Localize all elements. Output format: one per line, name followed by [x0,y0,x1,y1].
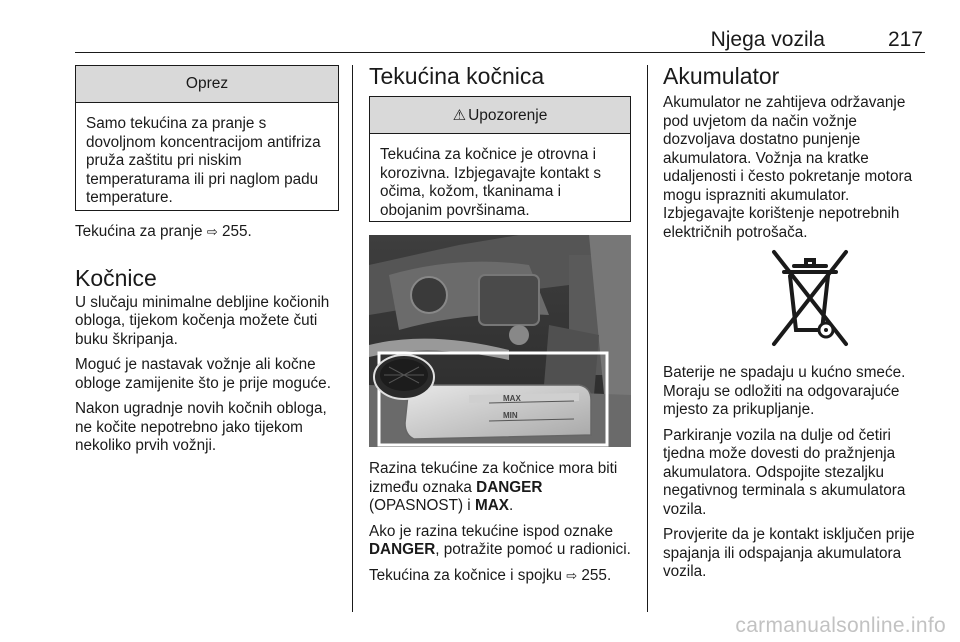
engine-bay-illustration [369,235,631,447]
crossed-out-bin-icon [770,248,850,348]
reference-page[interactable]: 255. [221,223,252,240]
reference-text: Tekućina za pranje [75,223,203,240]
caution-text: Samo tekućina za pranje s dovoljnom koncentracijom antifriza pruža zaštitu pri niskim temperaturama ili pri naglom padu temperature. [86,115,321,206]
brakes-paragraph: Moguć je nastavak vožnje ali kočne obloge zamijenite što je prije moguće. [75,356,331,392]
min-label: MIN [503,411,518,420]
column-3-lower [663,364,931,589]
text-segment: (OPASNOST) i [369,497,475,514]
battery-paragraph: Baterije ne spadaju u kućno smeće. Moraju se odložiti na odgovarajuće mjesto za prikupljanje. [663,364,906,418]
battery-intro: Akumulator ne zahtijeva održavanje pod uvjetom da način vožnje dozvoljava dostatno punjenje akumulatora. Vožnja na kratke udaljenosti i često pokretanje motora mogu isprazniti akumulator. Izbjegavajte korištenje nepotrebnih električnih potrošača. [663,94,913,241]
text-segment: . [508,497,514,514]
caution-title: Oprez [76,66,338,103]
page-header [75,24,925,53]
below-danger-paragraph [369,523,637,560]
washer-fluid-reference [75,223,343,243]
warning-title: Upozorenje [468,107,548,124]
warning-header [370,97,630,134]
caution-box [75,65,339,211]
arrow-reference-icon: ⇨ [566,568,578,584]
arrow-reference-icon: ⇨ [206,225,218,240]
battery-paragraph: Provjerite da je kontakt isključen prije spajanja ili odspajanja akumulatora vozila. [663,526,915,580]
column-divider [352,65,353,612]
column-divider [647,65,648,612]
battery-paragraph: Parkiranje vozila na dulje od četiri tjedna može dovesti do pražnjenja akumulatora. Odspojite stezaljku negativnog terminala s akumulatora vozila. [663,426,906,518]
section-title: Njega vozila [710,28,825,51]
reference-page[interactable]: 255. [581,566,612,584]
brake-fluid-level-paragraph [369,460,637,516]
battery-heading: Akumulator [663,63,780,89]
reference-text: Tekućina za kočnice i spojku [369,566,563,584]
danger-label: DANGER [476,478,543,496]
warning-triangle-icon: ⚠ [452,106,467,124]
watermark: carmanualsonline.info [735,614,946,637]
brake-clutch-fluid-reference [369,567,637,587]
brake-fluid-reservoir-photo [369,235,631,447]
max-label-text: MAX [474,497,509,514]
column-1 [75,65,343,463]
danger-label: DANGER [369,541,436,558]
column-2-text [369,460,637,593]
warning-box [369,96,631,222]
column-3 [663,63,931,249]
brake-fluid-heading: Tekućina kočnica [369,63,545,89]
brakes-heading: Kočnice [75,264,157,291]
warning-text: Tekućina za kočnice je otrovna i korozivna. Izbjegavajte kontakt s očima, kožom, tkaninama i obojanim površinama. [380,146,602,219]
brakes-paragraph: U slučaju minimalne debljine kočionih obloga, tijekom kočenja možete čuti buku škripanja. [75,293,330,348]
text-segment: Ako je razina tekućine ispod oznake [369,522,614,540]
brakes-paragraph: Nakon ugradnje novih kočnih obloga, ne kočite nepotrebno jako tijekom nekoliko prvih vožnji. [75,400,327,454]
column-2 [369,63,633,222]
page-number: 217 [887,28,923,51]
text-segment: Razina tekućine za kočnice mora biti između oznaka [369,460,618,496]
max-label: MAX [503,394,521,403]
text-segment: , potražite pomoć u radionici. [435,541,631,558]
